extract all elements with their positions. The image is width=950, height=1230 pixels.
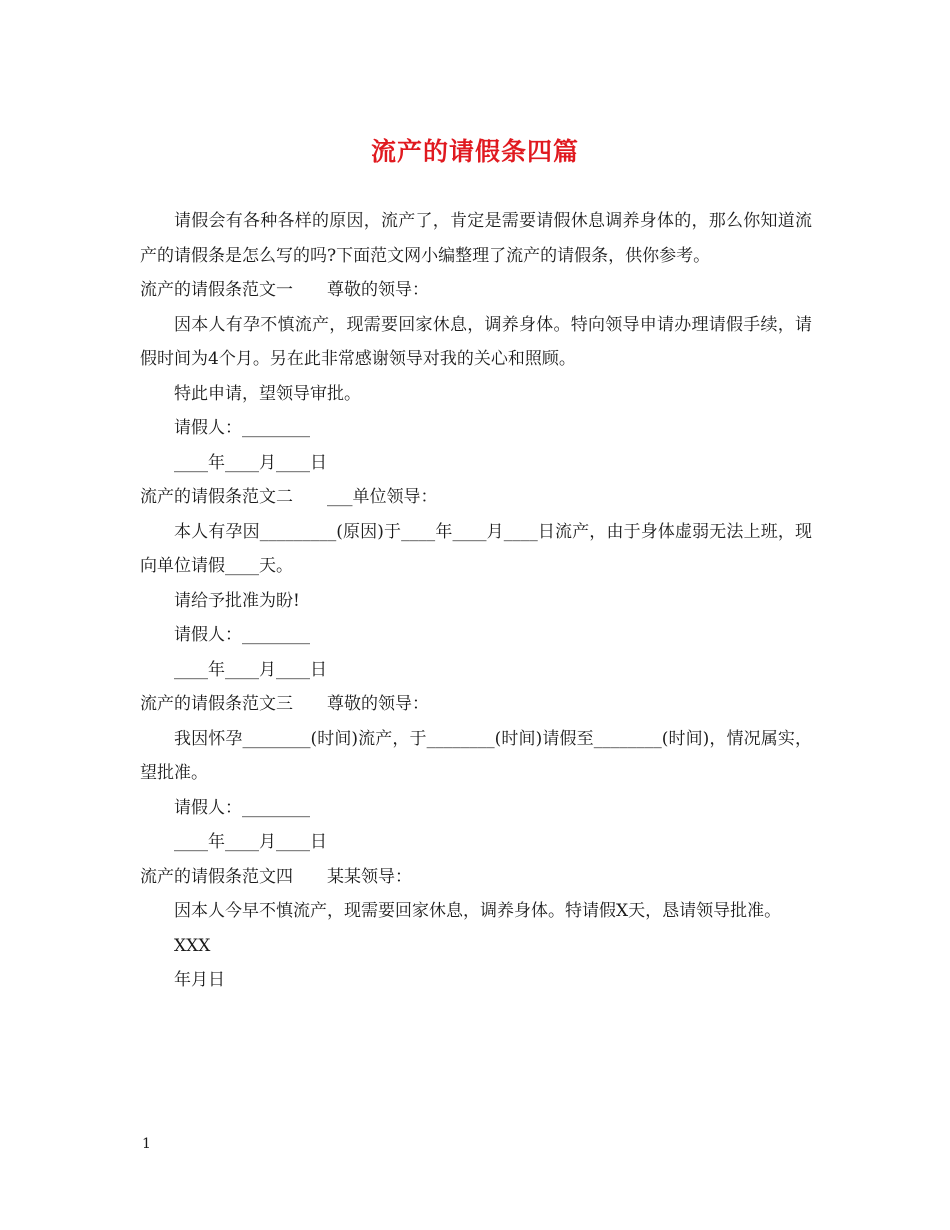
section-1-paragraph-1: 因本人有孕不慎流产，现需要回家休息，调养身体。特向领导申请办理请假手续，请假时间为4个月。另在此非常感谢领导对我的关心和照顾。 [140, 314, 812, 369]
section-2-paragraph-2: 请给予批准为盼! [174, 590, 300, 611]
intro-paragraph: 请假会有各种各样的原因，流产了，肯定是需要请假休息调养身体的，那么你知道流产的请假条是怎么写的吗?下面范文网小编整理了流产的请假条，供你参考。 [140, 211, 812, 266]
section-3-paragraph-1: 我因怀孕________(时间)流产，于________(时间)请假至________(时间)，情况属实，望批准。 [140, 728, 812, 783]
page-number: 1 [142, 1136, 151, 1152]
section-2-signature: 请假人：________ [174, 625, 310, 645]
section-heading-3: 流产的请假条范文三 尊敬的领导： [140, 694, 429, 714]
section-3-date: ____年____月____日 [174, 832, 327, 852]
section-4-paragraph-1: 因本人今早不慎流产，现需要回家休息，调养身体。特请假X天，恳请领导批准。 [174, 901, 782, 921]
section-2-date: ____年____月____日 [174, 659, 327, 680]
section-2-paragraph-1: 本人有孕因_________(原因)于____年____月____日流产，由于身体虚弱无法上班，现向单位请假____天。 [140, 521, 812, 576]
section-4-signature: XXX [174, 935, 211, 956]
section-heading-4: 流产的请假条范文四 某某领导： [140, 866, 412, 887]
section-heading-1: 流产的请假条范文一 尊敬的领导： [140, 280, 429, 300]
page-title: 流产的请假条四篇 [370, 137, 579, 166]
section-4-date: 年月日 [174, 970, 225, 990]
section-3-signature: 请假人：________ [174, 797, 310, 818]
section-1-date: ____年____月____日 [174, 452, 327, 473]
section-1-paragraph-2: 特此申请，望领导审批。 [174, 383, 361, 404]
document-body [140, 204, 812, 998]
section-1-signature: 请假人：________ [174, 418, 310, 438]
section-heading-2: 流产的请假条范文二 ___单位领导： [140, 487, 438, 507]
